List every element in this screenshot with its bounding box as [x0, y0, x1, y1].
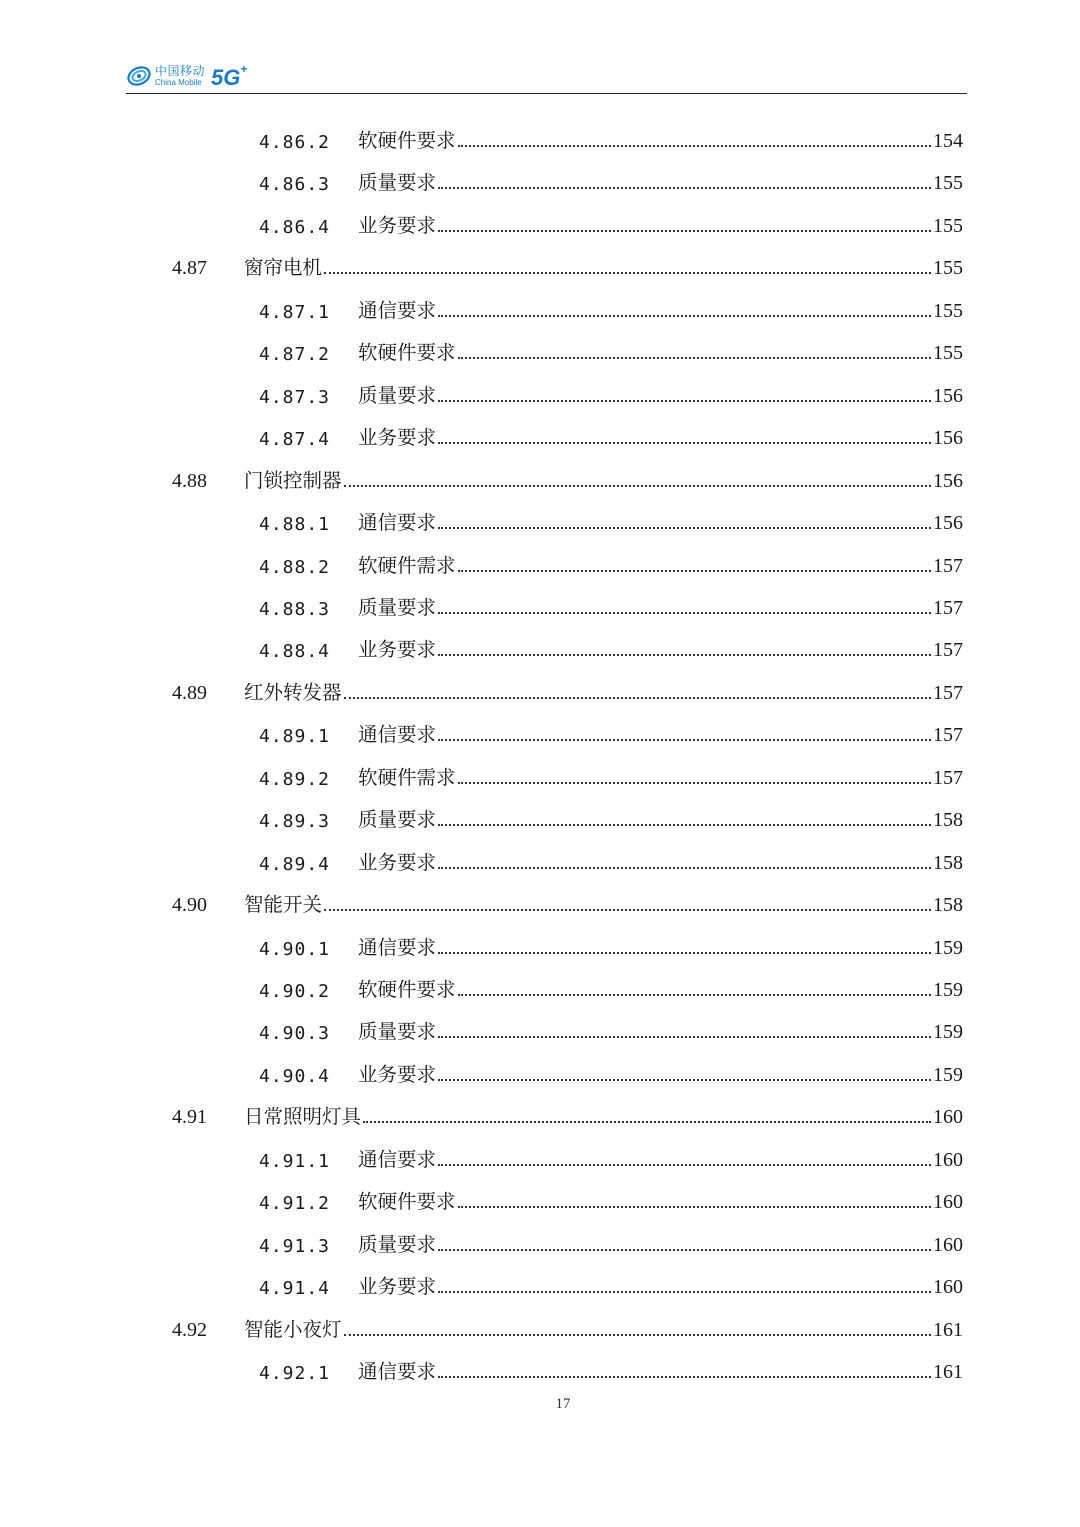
toc-section-entry[interactable] — [172, 1312, 963, 1342]
toc-dot-leader — [438, 1291, 931, 1293]
toc-entry-page: 160 — [933, 1233, 963, 1256]
toc-entry-number: 4.90.2 — [259, 981, 331, 1002]
toc-subsection-entry[interactable] — [259, 378, 963, 408]
toc-entry-title: 智能小夜灯 — [244, 1317, 342, 1341]
logo-5g-text: 5G — [211, 65, 241, 90]
toc-entry-number: 4.89.4 — [259, 853, 331, 875]
toc-entry-title: 质量要求 — [358, 1020, 437, 1044]
toc-entry-title: 软硬件要求 — [358, 129, 456, 152]
toc-entry-number: 4.87.4 — [259, 429, 331, 451]
toc-entry-page: 157 — [933, 766, 963, 789]
toc-entry-page: 156 — [933, 427, 963, 450]
toc-dot-leader — [438, 527, 931, 529]
logo-plus-text: + — [240, 62, 248, 76]
toc-subsection-entry[interactable] — [259, 590, 963, 620]
toc-subsection-entry[interactable] — [259, 335, 963, 365]
toc-entry-number: 4.91.2 — [259, 1193, 331, 1215]
toc-entry-number: 4.86.3 — [259, 174, 331, 196]
toc-dot-leader — [438, 1079, 931, 1081]
toc-entry-page: 158 — [933, 894, 963, 917]
toc-dot-leader — [438, 824, 931, 826]
toc-entry-number: 4.88 — [172, 469, 207, 492]
toc-entry-number: 4.89.1 — [259, 726, 331, 748]
toc-entry-title: 业务要求 — [358, 1062, 437, 1086]
toc-entry-title: 智能开关 — [244, 893, 323, 917]
toc-entry-title: 质量要求 — [358, 1232, 437, 1256]
toc-subsection-entry[interactable] — [259, 1057, 963, 1087]
toc-entry-page: 160 — [933, 1191, 963, 1214]
page-header — [126, 58, 967, 95]
toc-entry-number: 4.86.4 — [259, 216, 331, 238]
toc-entry-title: 质量要求 — [358, 171, 437, 195]
toc-entry-page: 155 — [933, 299, 963, 322]
toc-section-entry[interactable] — [172, 1099, 963, 1129]
toc-entry-page: 154 — [933, 130, 963, 152]
toc-dot-leader — [344, 1334, 931, 1336]
toc-entry-title: 通信要求 — [358, 935, 437, 959]
toc-subsection-entry[interactable] — [259, 845, 963, 875]
toc-entry-page: 156 — [933, 512, 963, 535]
toc-subsection-entry[interactable] — [259, 165, 963, 195]
toc-dot-leader — [458, 1206, 931, 1208]
toc-entry-title: 门锁控制器 — [244, 468, 342, 492]
toc-dot-leader — [344, 697, 931, 699]
toc-entry-page: 159 — [933, 1021, 963, 1044]
toc-section-entry[interactable] — [172, 675, 963, 705]
toc-dot-leader — [438, 952, 931, 954]
toc-entry-number: 4.90 — [172, 894, 207, 917]
toc-section-entry[interactable] — [172, 463, 963, 493]
toc-subsection-entry[interactable] — [259, 1014, 963, 1044]
toc-subsection-entry[interactable] — [259, 1269, 963, 1299]
toc-section-entry[interactable] — [172, 887, 963, 917]
toc-entry-title: 质量要求 — [358, 808, 437, 832]
toc-subsection-entry[interactable] — [259, 760, 963, 790]
toc-entry-number: 4.88.3 — [259, 598, 331, 620]
toc-subsection-entry[interactable] — [259, 123, 963, 153]
toc-entry-page: 159 — [933, 1063, 963, 1086]
toc-entry-number: 4.88.1 — [259, 514, 331, 536]
toc-entry-page: 161 — [933, 1318, 963, 1341]
toc-entry-title: 软硬件要求 — [358, 341, 456, 365]
toc-section-entry[interactable] — [172, 250, 963, 280]
toc-entry-title: 窗帘电机 — [244, 256, 323, 280]
toc-dot-leader — [438, 654, 931, 656]
toc-entry-number: 4.90.4 — [259, 1065, 331, 1087]
toc-entry-title: 业务要求 — [358, 213, 437, 237]
toc-subsection-entry[interactable] — [259, 632, 963, 662]
china-mobile-swirl-icon — [126, 63, 152, 89]
toc-entry-page: 157 — [933, 596, 963, 619]
toc-entry-title: 业务要求 — [358, 426, 437, 450]
toc-entry-page: 160 — [933, 1276, 963, 1299]
toc-entry-title: 软硬件要求 — [358, 978, 456, 1001]
toc-dot-leader — [344, 485, 931, 487]
toc-subsection-entry[interactable] — [259, 548, 963, 578]
logo-english-text: China Mobile — [155, 78, 202, 87]
toc-entry-number: 4.91 — [172, 1106, 207, 1129]
toc-dot-leader — [438, 1249, 931, 1251]
toc-dot-leader — [438, 1036, 931, 1038]
toc-entry-title: 业务要求 — [358, 850, 437, 874]
toc-dot-leader — [438, 1164, 931, 1166]
toc-entry-title: 通信要求 — [358, 723, 437, 747]
toc-entry-page: 155 — [933, 172, 963, 195]
toc-entry-number: 4.88.2 — [259, 556, 331, 578]
toc-entry-number: 4.87.3 — [259, 386, 331, 408]
toc-subsection-entry[interactable] — [259, 420, 963, 450]
toc-entry-page: 158 — [933, 851, 963, 874]
toc-dot-leader — [363, 1121, 931, 1123]
toc-dot-leader — [438, 400, 931, 402]
toc-dot-leader — [438, 230, 931, 232]
toc-entry-number: 4.86.2 — [259, 132, 331, 153]
toc-subsection-entry[interactable] — [259, 717, 963, 747]
toc-entry-page: 160 — [933, 1106, 963, 1129]
toc-dot-leader — [438, 867, 931, 869]
toc-dot-leader — [458, 145, 931, 147]
toc-entry-number: 4.91.3 — [259, 1235, 331, 1257]
toc-entry-page: 156 — [933, 384, 963, 407]
toc-entry-page: 157 — [933, 724, 963, 747]
toc-dot-leader — [458, 994, 931, 996]
toc-entry-page: 157 — [933, 554, 963, 577]
toc-entry-title: 软硬件需求 — [358, 553, 456, 577]
toc-dot-leader — [438, 315, 931, 317]
toc-dot-leader — [458, 570, 931, 572]
toc-subsection-entry[interactable] — [259, 972, 963, 1002]
toc-dot-leader — [324, 272, 931, 274]
toc-subsection-entry[interactable] — [259, 505, 963, 535]
toc-entry-page: 157 — [933, 639, 963, 662]
toc-subsection-entry[interactable] — [259, 1184, 963, 1214]
toc-entry-page: 156 — [933, 469, 963, 492]
toc-subsection-entry[interactable] — [259, 930, 963, 960]
toc-dot-leader — [458, 782, 931, 784]
toc-entry-title: 软硬件要求 — [358, 1190, 456, 1214]
toc-entry-title: 通信要求 — [358, 1147, 437, 1171]
toc-entry-title: 通信要求 — [358, 511, 437, 535]
header-divider — [126, 93, 967, 94]
toc-subsection-entry[interactable] — [259, 1354, 963, 1384]
toc-entry-page: 158 — [933, 809, 963, 832]
toc-entry-number: 4.90.3 — [259, 1023, 331, 1045]
toc-dot-leader — [324, 909, 931, 911]
toc-entry-page: 161 — [933, 1361, 963, 1384]
toc-entry-number: 4.89.3 — [259, 811, 331, 833]
toc-entry-number: 4.89.2 — [259, 768, 331, 790]
logo-chinese-text: 中国移动 — [155, 64, 206, 78]
toc-entry-number: 4.87.1 — [259, 301, 331, 323]
toc-dot-leader — [438, 739, 931, 741]
toc-entry-title: 日常照明灯具 — [244, 1105, 362, 1129]
toc-subsection-entry[interactable] — [259, 802, 963, 832]
toc-dot-leader — [438, 1376, 931, 1378]
toc-dot-leader — [438, 442, 931, 444]
toc-entry-page: 159 — [933, 936, 963, 959]
toc-entry-number: 4.91.4 — [259, 1278, 331, 1300]
toc-subsection-entry[interactable] — [259, 293, 963, 323]
toc-subsection-entry[interactable] — [259, 208, 963, 238]
toc-entry-title: 业务要求 — [358, 638, 437, 662]
toc-entry-number: 4.91.1 — [259, 1150, 331, 1172]
toc-entry-page: 155 — [933, 214, 963, 237]
toc-entry-page: 157 — [933, 681, 963, 704]
toc-entry-number: 4.92.1 — [259, 1363, 331, 1385]
toc-entry-title: 业务要求 — [358, 1275, 437, 1299]
toc-entry-title: 质量要求 — [358, 595, 437, 619]
toc-entry-number: 4.92 — [172, 1318, 207, 1341]
toc-entry-title: 通信要求 — [358, 298, 437, 322]
toc-entry-number: 4.87 — [172, 257, 207, 280]
toc-dot-leader — [438, 187, 931, 189]
toc-entry-title: 通信要求 — [358, 1360, 437, 1384]
toc-entry-number: 4.90.1 — [259, 938, 331, 960]
toc-entry-title: 红外转发器 — [244, 680, 342, 704]
toc-subsection-entry[interactable] — [259, 1227, 963, 1257]
toc-dot-leader — [458, 357, 931, 359]
toc-entry-page: 155 — [933, 342, 963, 365]
toc-subsection-entry[interactable] — [259, 1142, 963, 1172]
toc-entry-page: 155 — [933, 257, 963, 280]
toc-dot-leader — [438, 612, 931, 614]
toc-entry-title: 软硬件需求 — [358, 765, 456, 789]
toc-entry-number: 4.88.4 — [259, 641, 331, 663]
toc-entry-page: 160 — [933, 1148, 963, 1171]
toc-entry-number: 4.89 — [172, 681, 207, 704]
toc-entry-title: 质量要求 — [358, 383, 437, 407]
page-number: 17 — [555, 1396, 571, 1412]
toc-entry-number: 4.87.2 — [259, 344, 331, 366]
toc-entry-page: 159 — [933, 979, 963, 1001]
china-mobile-logo — [126, 58, 247, 94]
